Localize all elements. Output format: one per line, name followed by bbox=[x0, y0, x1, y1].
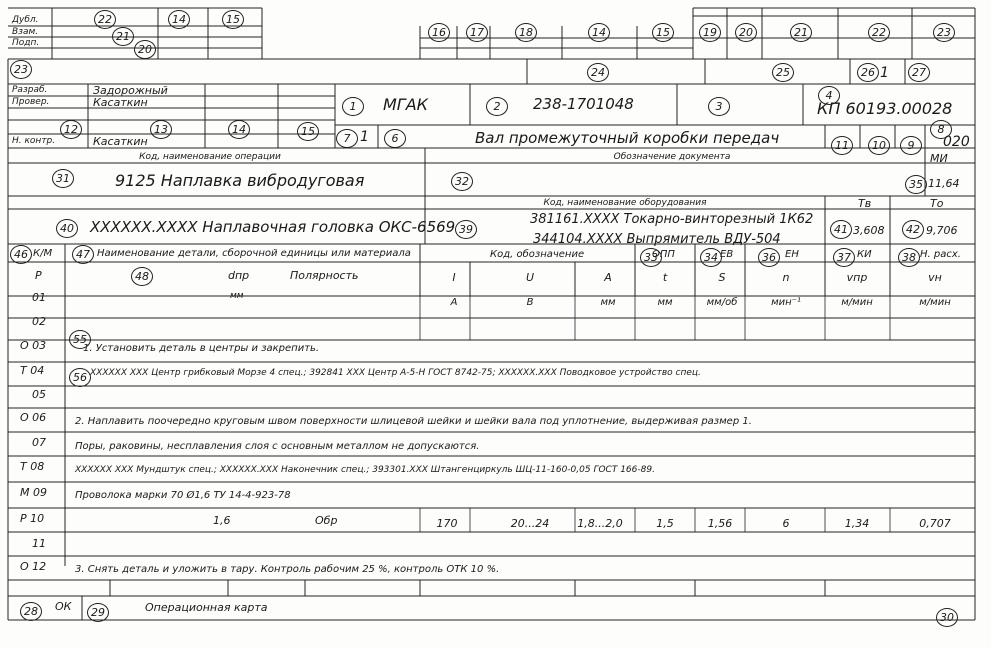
row-label: 07 bbox=[32, 436, 46, 449]
tv-value: 3,608 bbox=[853, 224, 885, 237]
machine-2: 344104.XXXX Выпрямитель ВДУ-504 bbox=[533, 232, 781, 247]
row-text: XXXXXX XXX Центр грибковый Морзе 4 спец.; 392841 XXX Центр А-5-Н ГОСТ 8742-75; XXXXXX.XXX Поводковое устройство спец. bbox=[90, 368, 701, 378]
marker-8: 8 bbox=[930, 120, 952, 139]
sheet-number: 1 bbox=[360, 129, 369, 145]
row-text: 2. Наплавить поочередно круговым швом поверхности шлицевой шейки и шейки вала под уплотнение, выдерживая размер 1. bbox=[75, 416, 752, 427]
km-label: К/М bbox=[33, 248, 53, 259]
marker-35: 35 bbox=[905, 175, 927, 194]
doc-caption: Обозначение документа bbox=[613, 152, 731, 162]
marker-28: 28 bbox=[20, 602, 42, 621]
unit-t: мм bbox=[657, 297, 673, 308]
col-vpr: vпр bbox=[846, 271, 868, 284]
p-label: Р bbox=[35, 269, 42, 282]
col-I: I bbox=[452, 271, 456, 284]
marker-13: 13 bbox=[150, 120, 172, 139]
row-label: М 09 bbox=[20, 486, 47, 499]
row-text: XXXXXX XXX Мундштук спец.; XXXXXX.XXX Наконечник спец.; 393301.XXX Штангенциркуль ШЦ-11-160-0,05 ГОСТ 166-89. bbox=[75, 465, 655, 475]
row-text: 3. Снять деталь и уложить в тару. Контроль рабочим 25 %, контроль ОТК 10 %. bbox=[75, 564, 500, 575]
vzam-label: Взам. bbox=[12, 27, 39, 37]
row-text: 1. Установить деталь в центры и закрепить. bbox=[83, 343, 320, 354]
en-label: ЕН bbox=[785, 249, 799, 260]
ki-label: КИ bbox=[857, 249, 872, 260]
unit-vn: м/мин bbox=[919, 297, 951, 308]
marker-12: 12 bbox=[60, 120, 82, 139]
razrab-name: Задорожный bbox=[93, 84, 168, 97]
marker-19: 19 bbox=[699, 23, 721, 42]
p10-n: 6 bbox=[782, 517, 790, 530]
col-S: S bbox=[718, 271, 726, 284]
marker-27: 27 bbox=[908, 63, 930, 82]
p10-polarity: Обр bbox=[315, 514, 338, 527]
marker-14c: 14 bbox=[228, 120, 250, 139]
marker-10: 10 bbox=[868, 136, 890, 155]
unit-U: В bbox=[526, 297, 534, 308]
col-vn: vн bbox=[928, 271, 942, 284]
marker-9: 9 bbox=[900, 136, 922, 155]
nkontr-name: Касаткин bbox=[93, 135, 148, 148]
podp-label: Подп. bbox=[12, 38, 40, 48]
p10-I: 170 bbox=[436, 517, 458, 530]
marker-15c: 15 bbox=[297, 122, 319, 141]
p10-t: 1,5 bbox=[656, 517, 674, 530]
prover-name: Касаткин bbox=[93, 96, 148, 109]
p10-dpr: 1,6 bbox=[213, 514, 231, 527]
unit-I: А bbox=[450, 297, 458, 308]
marker-14b: 14 bbox=[588, 23, 610, 42]
opp-label: ОПП bbox=[652, 249, 675, 260]
marker-48: 48 bbox=[131, 267, 153, 286]
prover-label: Провер. bbox=[12, 97, 50, 107]
part-name-caption: Наименование детали, сборочной единицы или материала bbox=[97, 248, 411, 259]
marker-3: 3 bbox=[708, 97, 730, 116]
p10-vpr: 1,34 bbox=[844, 517, 870, 530]
row-label: О 06 bbox=[20, 411, 47, 424]
row-text: Поры, раковины, несплавления слоя с основным металлом не допускаются. bbox=[75, 441, 480, 452]
marker-32: 32 bbox=[451, 172, 473, 191]
p10-S: 1,56 bbox=[707, 517, 733, 530]
marker-24: 24 bbox=[587, 63, 609, 82]
marker-16: 16 bbox=[428, 23, 450, 42]
row-label: О 03 bbox=[20, 339, 47, 352]
dubl-label: Дубл. bbox=[12, 15, 39, 25]
marker-17: 17 bbox=[466, 23, 488, 42]
row-label: 02 bbox=[32, 315, 46, 328]
marker-15b: 15 bbox=[652, 23, 674, 42]
unit-vpr: м/мин bbox=[841, 297, 873, 308]
mi-label: МИ bbox=[930, 152, 948, 165]
to-value: 9,706 bbox=[926, 224, 958, 237]
part-name: Вал промежуточный коробки передач bbox=[475, 129, 780, 147]
marker-55: 55 bbox=[69, 330, 91, 349]
row-label: 11 bbox=[32, 537, 46, 550]
code-020: 020 bbox=[943, 134, 970, 150]
marker-39: 39 bbox=[455, 220, 477, 239]
marker-1: 1 bbox=[342, 97, 364, 116]
p10-vn: 0,707 bbox=[919, 517, 951, 530]
p10-U: 20...24 bbox=[510, 517, 550, 530]
designation: КП 60193.00028 bbox=[817, 99, 953, 118]
razrab-label: Разраб. bbox=[12, 85, 48, 95]
marker-38: 38 bbox=[898, 248, 920, 267]
polarity-label: Полярность bbox=[290, 269, 359, 282]
unit-n: мин⁻¹ bbox=[771, 297, 801, 308]
col-t: t bbox=[662, 271, 668, 284]
marker-15: 15 bbox=[222, 10, 244, 29]
marker-56: 56 bbox=[69, 368, 91, 387]
operation-caption: Код, наименование операции bbox=[139, 152, 281, 162]
marker-21b: 21 bbox=[790, 23, 812, 42]
marker-22b: 22 bbox=[868, 23, 890, 42]
n-rask-label: Н. расх. bbox=[920, 249, 961, 260]
row-label: Т 04 bbox=[20, 364, 45, 377]
marker-23: 23 bbox=[10, 60, 32, 79]
unit-S: мм/об bbox=[706, 297, 738, 308]
col-U: U bbox=[525, 271, 535, 284]
marker-30: 30 bbox=[936, 608, 958, 627]
tv-label: Тв bbox=[858, 197, 872, 210]
marker-34: 34 bbox=[700, 248, 722, 267]
marker-33: 33 bbox=[640, 248, 662, 267]
marker-20b: 20 bbox=[735, 23, 757, 42]
marker-22: 22 bbox=[94, 10, 116, 29]
nkontr-label: Н. контр. bbox=[12, 136, 56, 146]
ok-label: ОК bbox=[55, 600, 72, 613]
row-label: Т 08 bbox=[20, 460, 45, 473]
marker-29: 29 bbox=[87, 603, 109, 622]
marker-42: 42 bbox=[902, 220, 924, 239]
marker-41: 41 bbox=[830, 220, 852, 239]
unit-mm: мм bbox=[230, 291, 244, 301]
card-title: Операционная карта bbox=[145, 601, 268, 614]
marker-2: 2 bbox=[486, 97, 508, 116]
marker-26: 26 bbox=[857, 63, 879, 82]
col-A: A bbox=[604, 271, 612, 284]
marker-4: 4 bbox=[818, 86, 840, 105]
doc-number: 238-1701048 bbox=[533, 95, 634, 113]
marker-7: 7 bbox=[336, 129, 358, 148]
marker-31: 31 bbox=[52, 169, 74, 188]
sheet-total: 1 bbox=[880, 65, 889, 81]
marker-11: 11 bbox=[831, 136, 853, 155]
unit-A: мм bbox=[600, 297, 616, 308]
to-label: То bbox=[930, 197, 944, 210]
ev-label: ЕВ bbox=[720, 249, 734, 260]
p10-A: 1,8...2,0 bbox=[577, 517, 623, 530]
marker-6: 6 bbox=[384, 129, 406, 148]
marker-37: 37 bbox=[833, 248, 855, 267]
mi-value: 11,64 bbox=[928, 177, 960, 190]
row-text: Проволока марки 70 Ø1,6 ТУ 14-4-923-78 bbox=[75, 490, 291, 501]
org-name: МГАК bbox=[383, 95, 429, 114]
row-label: 05 bbox=[32, 388, 46, 401]
marker-21: 21 bbox=[112, 27, 134, 46]
machine-1: 381161.XXXX Токарно-винторезный 1К62 bbox=[530, 212, 814, 227]
marker-23b: 23 bbox=[933, 23, 955, 42]
marker-47: 47 bbox=[72, 245, 94, 264]
equipment-caption: Код, наименование оборудования bbox=[543, 198, 707, 208]
col-n: n bbox=[782, 271, 790, 284]
marker-36: 36 bbox=[758, 248, 780, 267]
row-label: Р 10 bbox=[20, 512, 45, 525]
marker-25: 25 bbox=[772, 63, 794, 82]
row-label: 01 bbox=[32, 291, 46, 304]
marker-18: 18 bbox=[515, 23, 537, 42]
operation-name: 9125 Наплавка вибродуговая bbox=[115, 171, 365, 190]
marker-14: 14 bbox=[168, 10, 190, 29]
dpr-label: dпр bbox=[228, 269, 250, 282]
row-label: О 12 bbox=[20, 560, 47, 573]
marker-46: 46 bbox=[10, 245, 32, 264]
tool-name: XXXXXX.XXXX Наплавочная головка ОКС-6569 bbox=[90, 218, 456, 236]
marker-40: 40 bbox=[56, 219, 78, 238]
marker-20: 20 bbox=[134, 40, 156, 59]
code-caption: Код, обозначение bbox=[490, 249, 585, 260]
